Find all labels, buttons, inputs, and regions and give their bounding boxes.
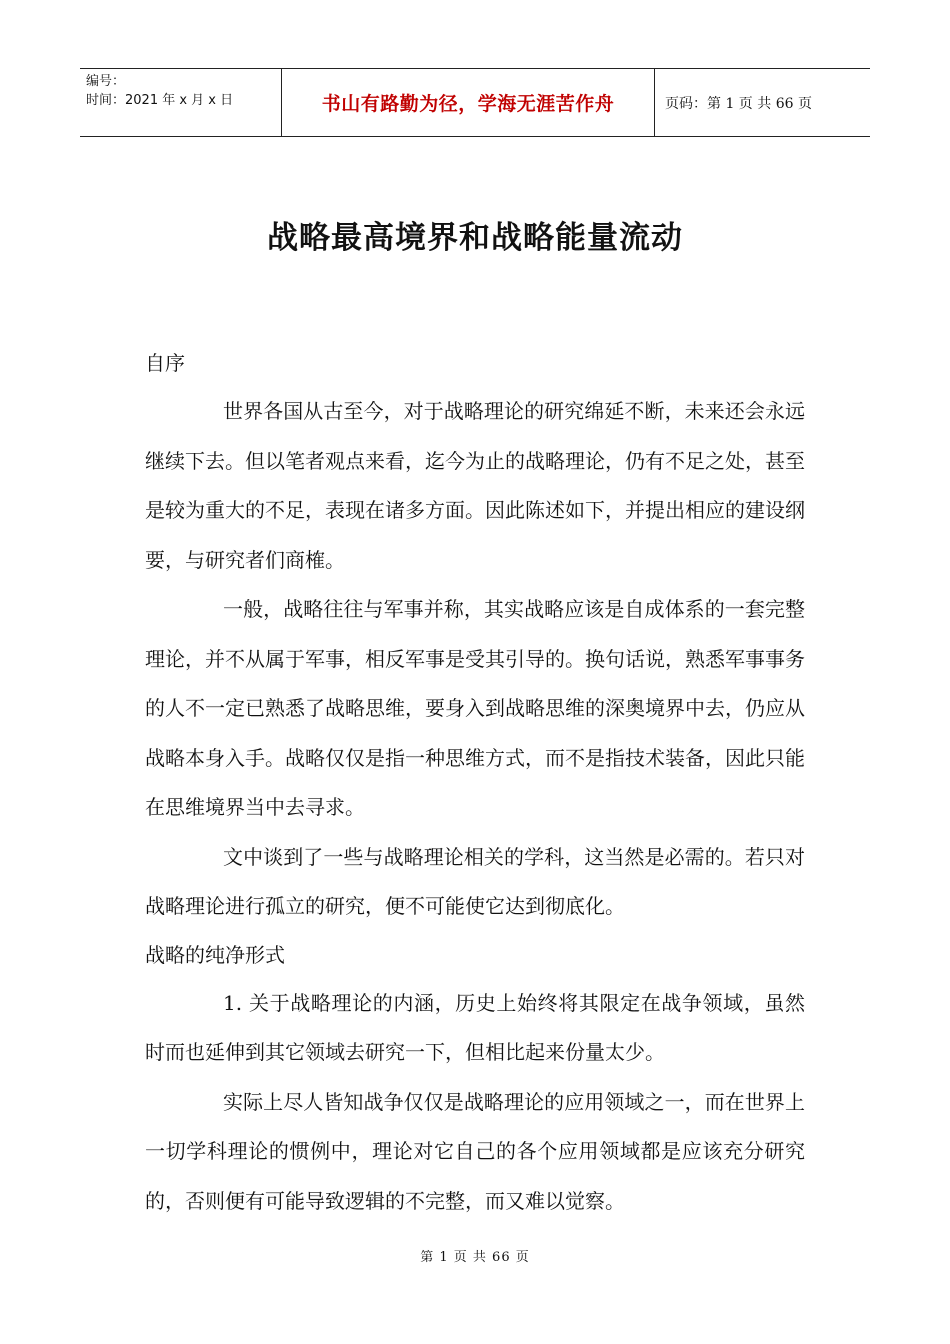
document-body	[145, 340, 805, 1226]
header-page-info: 页码：第 1 页 共 66 页	[665, 95, 812, 112]
number-label: 编号：	[86, 74, 126, 89]
paragraph-2: 一般，战略往往与军事并称，其实战略应该是自成体系的一套完整理论，并不从属于军事，相反军事是受其引导的。换句话说，熟悉军事事务的人不一定已熟悉了战略思维，要身入到战略思维的深奥境界中去，仍应从战略本身入手。战略仅仅是指一种思维方式，而不是指技术装备，因此只能在思维境界当中去寻求。	[145, 597, 805, 819]
paragraph-3: 文中谈到了一些与战略理论相关的学科，这当然是必需的。若只对战略理论进行孤立的研究，便不可能使它达到彻底化。	[145, 844, 805, 918]
section-heading: 战略的纯净形式	[145, 942, 285, 967]
paragraph-1: 世界各国从古至今，对于战略理论的研究绵延不断，未来还会永远继续下去。但以笔者观点来看，迄今为止的战略理论，仍有不足之处，甚至是较为重大的不足，表现在诸多方面。因此陈述如下，并提出相应的建设纲要，与研究者们商榷。	[145, 399, 805, 572]
time-label: 时间：2021 年 x 月 x 日	[86, 93, 234, 108]
header-motto: 书山有路勤为径，学海无涯苦作舟	[282, 69, 655, 136]
page-footer: 第 1 页 共 66 页	[420, 1250, 530, 1265]
document-title: 战略最高境界和战略能量流动	[267, 220, 683, 256]
header-meta	[80, 69, 282, 136]
preface-heading: 自序	[145, 351, 185, 375]
document-header	[80, 68, 870, 137]
paragraph-4: 1. 关于战略理论的内涵，历史上始终将其限定在战争领域，虽然时而也延伸到其它领域去研究一下，但相比起来份量太少。	[145, 990, 805, 1064]
paragraph-5: 实际上尽人皆知战争仅仅是战略理论的应用领域之一，而在世界上一切学科理论的惯例中，理论对它自己的各个应用领域都是应该充分研究的，否则便有可能导致逻辑的不完整，而又难以觉察。	[145, 1089, 805, 1213]
